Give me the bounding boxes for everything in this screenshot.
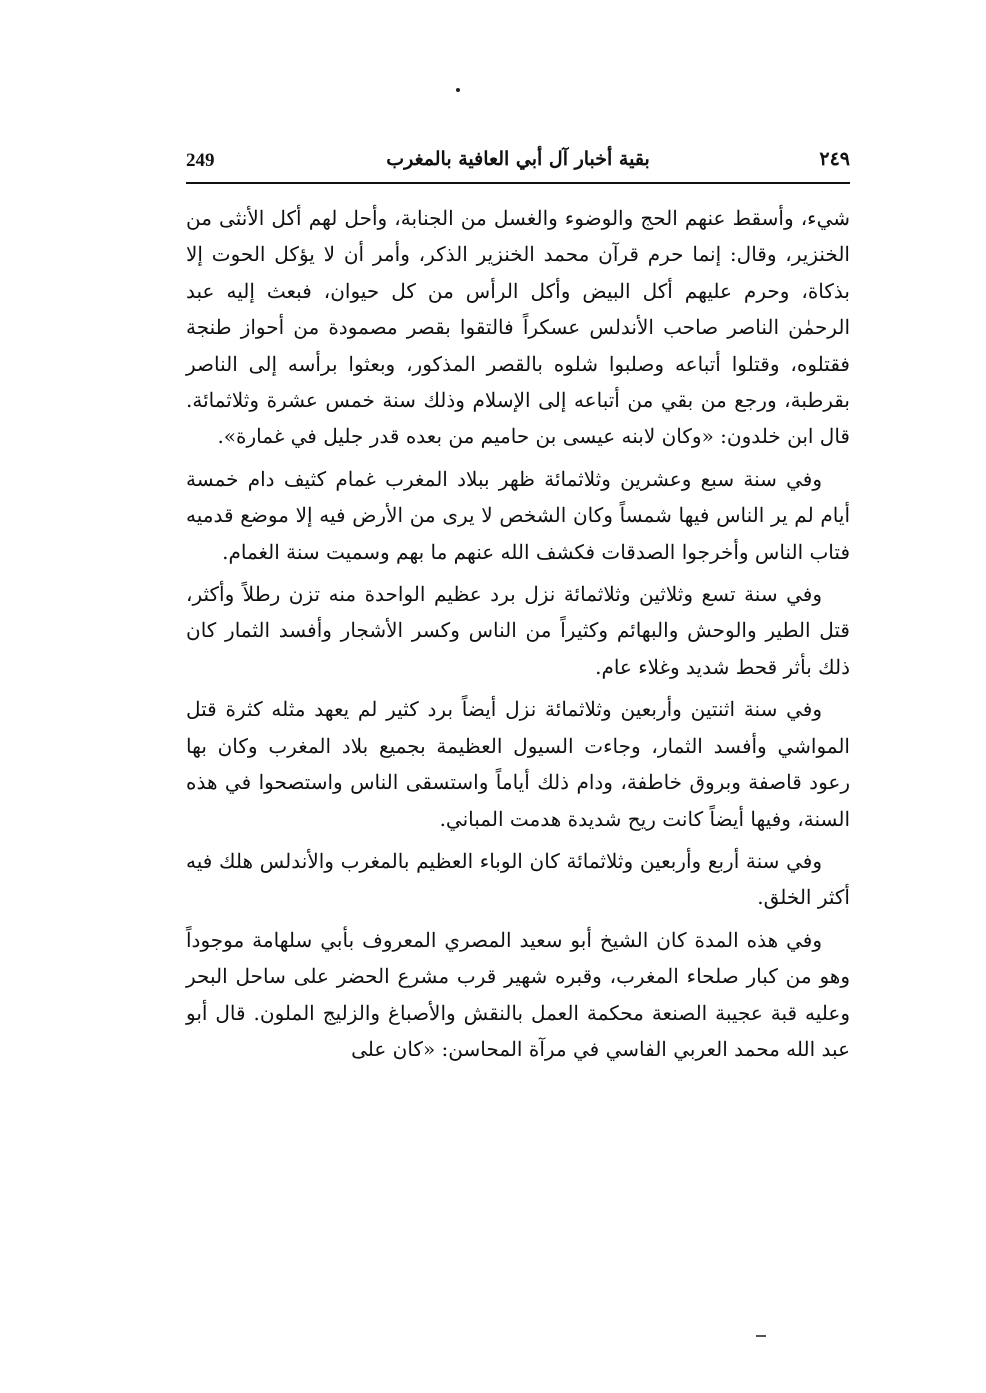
paragraph: وفي سنة اثنتين وأربعين وثلاثمائة نزل أيضاً برد كثير لم يعهد مثله كثرة قتل المواشي وأفسد الثمار، وجاءت السيول العظيمة بجميع بلاد المغرب وكان بها رعود قاصفة وبروق خاطفة، ودام ذلك أياماً واستسقى الناس واستصحوا في هذه السنة، وفيها أيضاً كانت ريح شديدة هدمت المباني. bbox=[186, 697, 850, 831]
paragraph: وفي سنة تسع وثلاثين وثلاثمائة نزل برد عظيم الواحدة منه تزن رطلاً وأكثر، قتل الطير والوحش والبهائم وكثيراً من الناس وكسر الأشجار وأفسد الثمار كان ذلك بأثر قحط شديد وغلاء عام. bbox=[186, 582, 850, 679]
paragraph: وفي هذه المدة كان الشيخ أبو سعيد المصري المعروف بأبي سلهامة موجوداً وهو من كبار صلحاء المغرب، وقبره شهير قرب مشرع الحضر على ساحل البحر وعليه قبة عجيبة الصنعة محكمة العمل بالنقش والأصباغ والزليج الملون. قال أبو عبد الله محمد العربي الفاسي في مرآة المحاسن: «كان على bbox=[186, 927, 850, 1061]
paragraph: وفي سنة سبع وعشرين وثلاثمائة ظهر ببلاد المغرب غمام كثيف دام خمسة أيام لم ير الناس فيها شمساً وكان الشخص لا يرى من الأرض فيه إلا موضع قدميه فتاب الناس وأخرجوا الصدقات فكشف الله عنهم ما بهم وسميت سنة الغمام. bbox=[186, 466, 850, 564]
paragraph: وفي سنة أربع وأربعين وثلاثمائة كان الوباء العظيم بالمغرب والأندلس هلك فيه أكثر الخلق. bbox=[186, 848, 850, 910]
scan-mark bbox=[756, 1335, 766, 1337]
running-title: بقية أخبار آل أبي العافية بالمغرب bbox=[386, 148, 650, 170]
paragraph: شيء، وأسقط عنهم الحج والوضوء والغسل من الجنابة، وأحل لهم أكل الأنثى من الخنزير، وقال: إنما حرم قرآن محمد الخنزير الذكر، وأمر أن لا يؤكل الحوت إلا بذكاة، وحرم عليهم أكل البيض وأكل الرأس من كل حيوان، فبعث إليه عبد الرحمٰن الناصر صاحب الأندلس عسكراً فالتقوا بقصر مصمودة من أحواز طنجة فقتلوه، وقتلوا أتباعه وصلبوا شلوه بالقصر المذكور، وبعثوا برأسه إلى الناصر بقرطبة، ورجع من بقي من أتباعه إلى الإسلام وذلك سنة خمس عشرة وثلاثمائة. قال ابن خلدون: «وكان لابنه عيسى بن حاميم من بعده قدر جليل في غمارة». bbox=[186, 206, 850, 449]
page-number-latin: 249 bbox=[186, 150, 215, 171]
body-text bbox=[186, 200, 850, 1073]
page-number-arabic: ٢٤٩ bbox=[819, 148, 850, 170]
scan-speck bbox=[456, 88, 460, 92]
page-header bbox=[186, 146, 850, 184]
